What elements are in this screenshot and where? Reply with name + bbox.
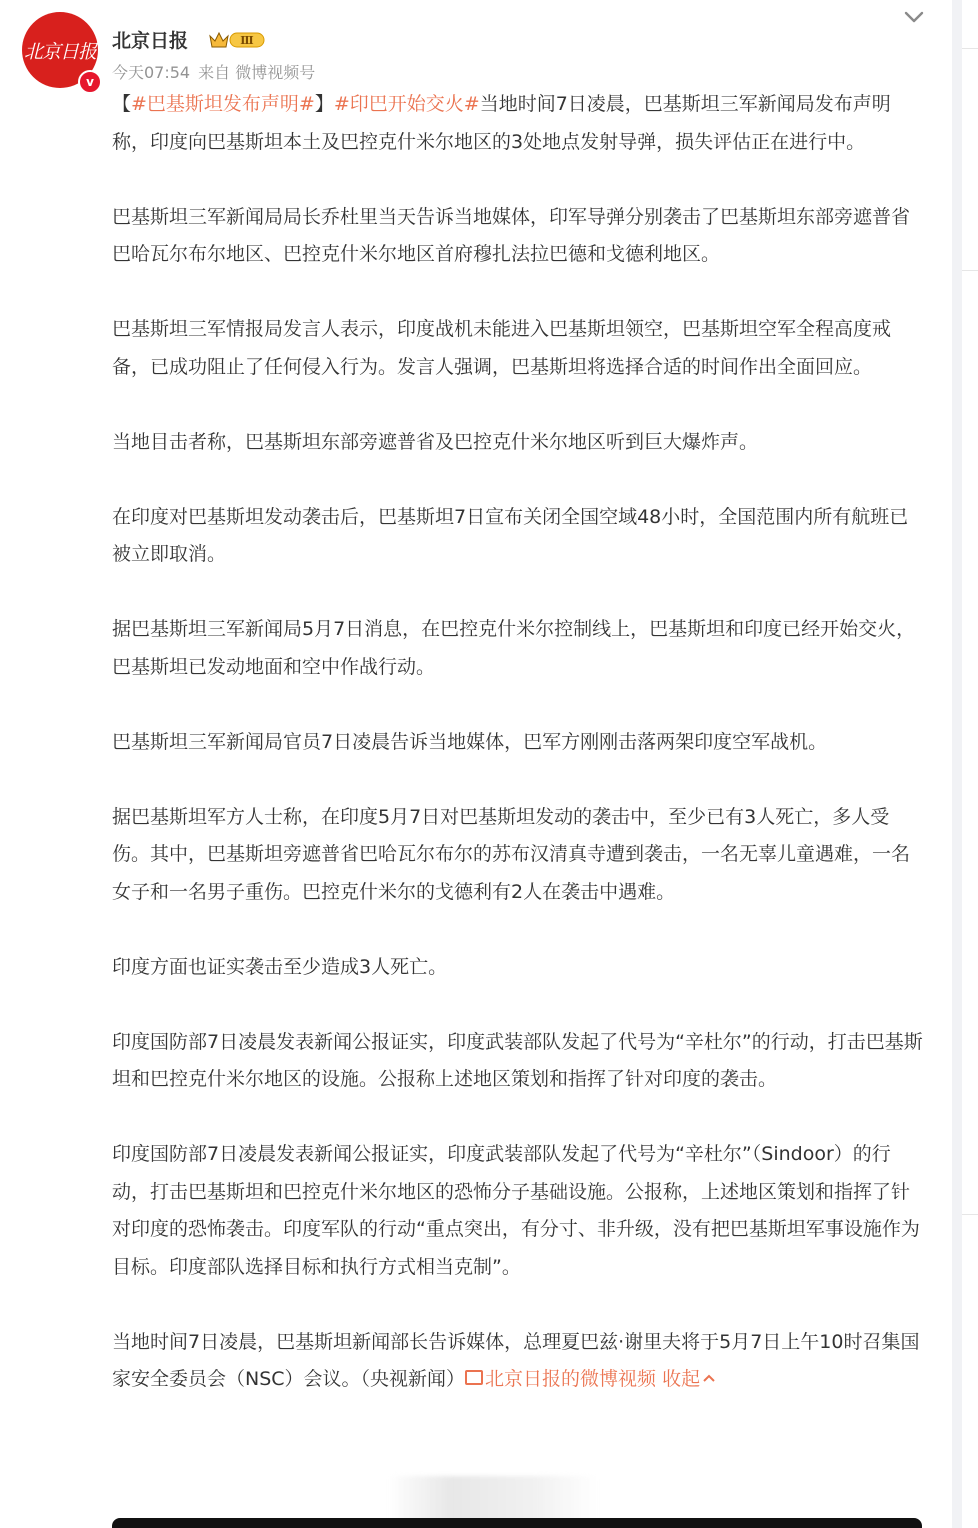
paragraph-5: 在印度对巴基斯坦发动袭击后，巴基斯坦7日宣布关闭全国空域48小时，全国范围内所有航班已被立即取消。	[112, 505, 909, 565]
side-divider	[962, 48, 978, 49]
video-player[interactable]	[112, 1518, 922, 1528]
post-meta	[112, 60, 323, 83]
chevron-down-icon[interactable]	[900, 4, 928, 30]
paragraph-1	[112, 86, 924, 161]
side-divider	[962, 1214, 978, 1215]
paragraph-7: 巴基斯坦三军新闻局官员7日凌晨告诉当地媒体，巴军方刚刚击落两架印度空军战机。	[112, 730, 828, 753]
verified-badge-icon: v	[78, 70, 102, 94]
paragraph-10: 印度国防部7日凌晨发表新闻公报证实，印度武装部队发起了代号为“辛杜尔”的行动，打击巴基斯坦和巴控克什米尔地区的设施。公报称上述地区策划和指挥了针对印度的袭击。	[112, 1030, 923, 1090]
share-overlay-blur	[388, 1476, 598, 1522]
paragraph-1-text: 当地时间7日凌晨，巴基斯坦三军新闻局发布声明称，印度向巴基斯坦本土及巴控克什米尔地区的3处地点发射导弹，损失评估正在进行中。	[112, 93, 891, 153]
post-time[interactable]: 今天07:54	[112, 63, 191, 82]
paragraph-2: 巴基斯坦三军新闻局局长乔杜里当天告诉当地媒体，印军导弹分别袭击了巴基斯坦东部旁遮普省巴哈瓦尔布尔地区、巴控克什米尔地区首府穆扎法拉巴德和戈德利地区。	[112, 205, 911, 265]
paragraph-12-text: 当地时间7日凌晨，巴基斯坦新闻部长告诉媒体，总理夏巴兹·谢里夫将于5月7日上午10时召集国家安全委员会（NSC）会议。（央视新闻）	[112, 1330, 920, 1390]
chevron-up-icon	[702, 1372, 716, 1384]
collapse-label: 收起	[662, 1368, 701, 1390]
video-link[interactable]: 北京日报的微博视频	[485, 1368, 657, 1390]
post-source[interactable]: 来自 微博视频号	[198, 63, 316, 82]
side-divider	[962, 270, 978, 271]
paragraph-8: 据巴基斯坦军方人士称，在印度5月7日对巴基斯坦发动的袭击中，至少已有3人死亡，多人受伤。其中，巴基斯坦旁遮普省巴哈瓦尔布尔的苏布汉清真寺遭到袭击，一名无辜儿童遇难，一名女子和一名男子重伤。巴控克什米尔的戈德利有2人在袭击中遇难。	[112, 805, 911, 903]
member-crown-badge-icon[interactable]	[208, 30, 266, 50]
post-content	[112, 86, 924, 1399]
side-panel-edge	[962, 0, 978, 1528]
hashtag-india-pakistan-fire[interactable]: #印巴开始交火#	[333, 93, 480, 115]
hashtag-pakistan-statement[interactable]: #巴基斯坦发布声明#	[131, 93, 315, 115]
paragraph-6: 据巴基斯坦三军新闻局5月7日消息，在巴控克什米尔控制线上，巴基斯坦和印度已经开始交火，巴基斯坦已发动地面和空中作战行动。	[112, 618, 916, 678]
bracket-open: 【	[112, 93, 132, 115]
paragraph-9: 印度方面也证实袭击至少造成3人死亡。	[112, 955, 448, 978]
member-level: Ⅲ	[240, 34, 254, 47]
paragraph-12	[112, 1324, 924, 1399]
paragraph-3: 巴基斯坦三军情报局发言人表示，印度战机未能进入巴基斯坦领空，巴基斯坦空军全程高度戒备，已成功阻止了任何侵入行为。发言人强调，巴基斯坦将选择合适的时间作出全面回应。	[112, 318, 892, 378]
avatar-logo-text: 北京日报	[23, 40, 96, 63]
video-icon	[465, 1370, 483, 1385]
bracket-close: 】	[314, 93, 334, 115]
author-name[interactable]: 北京日报	[112, 30, 189, 52]
paragraph-4: 当地目击者称，巴基斯坦东部旁遮普省及巴控克什米尔地区听到巨大爆炸声。	[112, 430, 759, 453]
paragraph-11: 印度国防部7日凌晨发表新闻公报证实，印度武装部队发起了代号为“辛杜尔”（Sindoor）的行动，打击巴基斯坦和巴控克什米尔地区的恐怖分子基础设施。公报称，上述地区策划和指挥了针对印度的恐怖袭击。印度军队的行动“重点突出，有分寸、非升级，没有把巴基斯坦军事设施作为目标。印度部队选择目标和执行方式相当克制”。	[112, 1143, 920, 1278]
collapse-button[interactable]	[662, 1368, 716, 1390]
